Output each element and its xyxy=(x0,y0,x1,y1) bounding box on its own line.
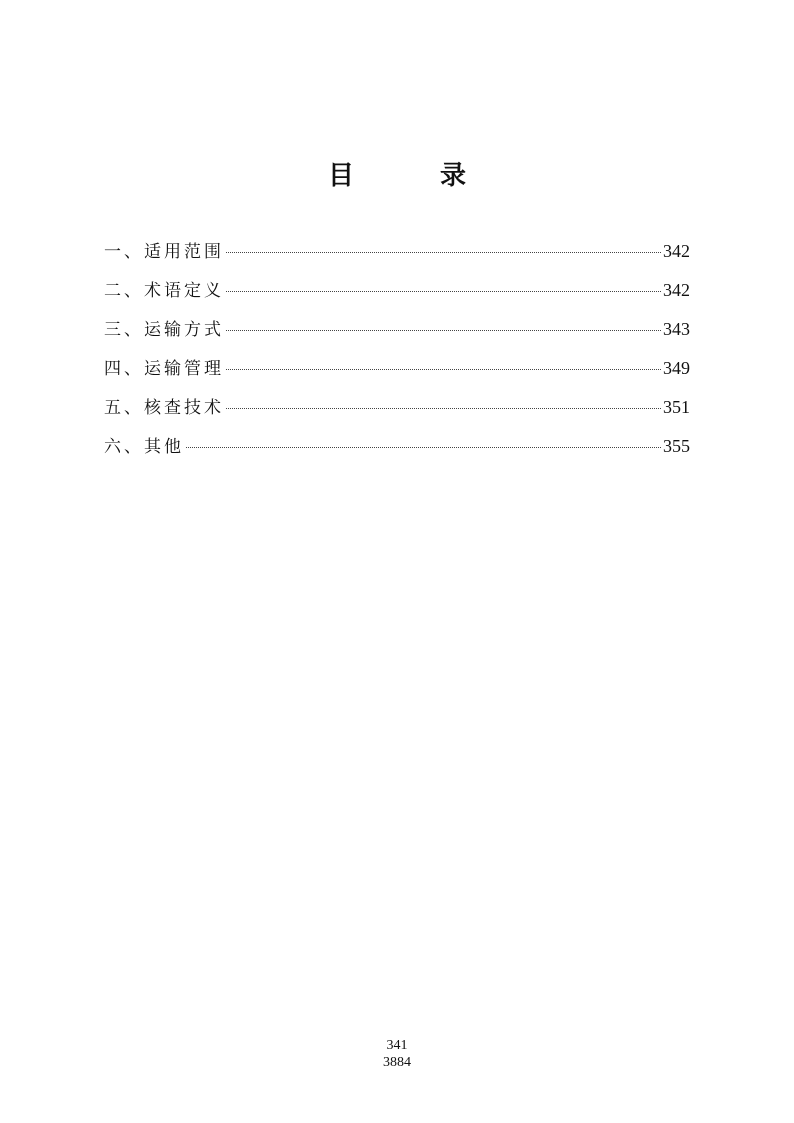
toc-entry-definitions[interactable] xyxy=(104,275,690,314)
toc-entry-page: 343 xyxy=(663,319,690,339)
toc-entry-page: 349 xyxy=(663,358,690,378)
dot-leader xyxy=(226,291,661,292)
toc-entry-label: 二、术语定义 xyxy=(104,281,224,301)
dot-leader xyxy=(226,330,661,331)
toc-entry-other[interactable] xyxy=(104,431,690,470)
dot-leader xyxy=(186,447,661,448)
dot-leader xyxy=(226,408,661,409)
page-number: 341 xyxy=(386,1038,408,1053)
toc-entry-label: 五、核查技术 xyxy=(104,398,224,418)
page-footer xyxy=(0,1037,794,1071)
toc-entry-label: 四、运输管理 xyxy=(104,359,224,379)
toc-entry-page: 351 xyxy=(663,397,690,417)
toc-entry-verification[interactable] xyxy=(104,392,690,431)
toc-entry-label: 三、运输方式 xyxy=(104,320,224,340)
page-title: 目 录 xyxy=(327,161,496,191)
toc-entry-page: 342 xyxy=(663,280,690,300)
dot-leader xyxy=(226,369,661,370)
toc-entry-label: 六、其他 xyxy=(104,437,184,457)
toc-entry-transport-mode[interactable] xyxy=(104,314,690,353)
toc-entry-page: 355 xyxy=(663,436,690,456)
toc-entry-page: 342 xyxy=(663,241,690,261)
toc-entry-scope[interactable] xyxy=(104,236,690,275)
toc-entry-label: 一、适用范围 xyxy=(104,242,224,262)
toc-entry-transport-management[interactable] xyxy=(104,353,690,392)
dot-leader xyxy=(226,252,661,253)
table-of-contents xyxy=(104,236,690,470)
total-page-number: 3884 xyxy=(383,1055,411,1070)
